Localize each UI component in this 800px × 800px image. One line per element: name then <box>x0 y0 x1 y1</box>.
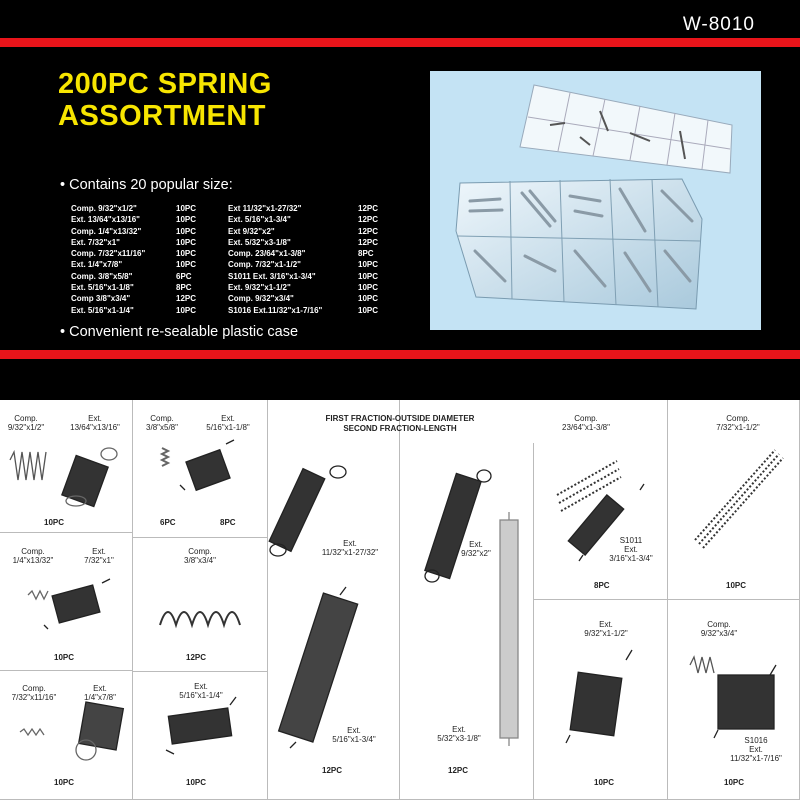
spec-name: Ext. 7/32"x1" <box>71 237 120 247</box>
spec-row <box>71 248 231 259</box>
spec-row <box>228 293 398 304</box>
label-h2: Ext. 5/32"x3-1/8" <box>437 725 481 743</box>
label-l1: Comp. 9/32"x3/4" <box>700 620 738 638</box>
label-a2: Ext. 13/64"x13/16" <box>70 414 120 432</box>
spec-name: S1011 Ext. 3/16"x1-3/4" <box>228 271 316 281</box>
spec-qty: 12PC <box>358 237 379 247</box>
title-line-2: ASSORTMENT <box>58 100 266 132</box>
spec-qty: 10PC <box>358 283 379 293</box>
label-f1: Ext. 5/16"x1-1/4" <box>179 682 223 700</box>
fraction-note: FIRST FRACTION-OUTSIDE DIAMETER SECOND FRACTION-LENGTH <box>325 414 475 433</box>
spec-column-2 <box>228 203 398 316</box>
spec-name: Comp. 23/64"x1-3/8" <box>228 249 306 259</box>
qty-j: 10PC <box>726 581 747 590</box>
spec-qty: 12PC <box>358 215 379 225</box>
spec-name: Comp. 3/8"x5/8" <box>71 271 133 281</box>
spec-name: Comp. 9/32"x1/2" <box>71 204 137 213</box>
spec-row <box>228 271 398 282</box>
label-i2: S1011 Ext. 3/16"x1-3/4" <box>609 536 653 563</box>
spec-row <box>228 214 398 225</box>
spec-row <box>228 259 398 270</box>
spec-name: Ext. 5/32"x3-1/8" <box>228 237 291 247</box>
spec-row <box>228 203 398 214</box>
label-d1: Comp. 3/8"x3/4" <box>184 547 216 565</box>
spec-qty: 10PC <box>176 204 197 213</box>
label-g2: Ext. 5/16"x1-3/4" <box>332 726 376 744</box>
qty-a: 10PC <box>44 518 65 527</box>
spec-name: S1016 Ext.11/32"x1-7/16" <box>228 305 323 315</box>
spec-name: Comp. 9/32"x3/4" <box>228 294 294 304</box>
title-line-1: 200PC SPRING <box>58 68 272 100</box>
spec-qty: 10PC <box>358 260 379 270</box>
qty-g: 12PC <box>322 766 343 775</box>
label-e2: Ext. 1/4"x7/8" <box>84 684 116 702</box>
label-l2: S1016 Ext. 11/32"x1-7/16" <box>730 736 782 763</box>
qty-f: 10PC <box>186 778 207 787</box>
spec-row <box>71 237 231 248</box>
label-b1: Comp. 3/8"x5/8" <box>146 414 178 432</box>
spec-qty: 10PC <box>176 260 197 270</box>
qty-l: 10PC <box>724 778 745 787</box>
spec-row <box>71 259 231 270</box>
spring-gallery <box>0 400 800 800</box>
label-c1: Comp. 1/4"x13/32" <box>12 547 54 565</box>
spec-name: Ext. 9/32"x1-1/2" <box>228 283 291 293</box>
spec-qty: 8PC <box>358 249 374 259</box>
qty-c: 10PC <box>54 653 75 662</box>
spec-row <box>228 226 398 237</box>
spec-name: Comp. 7/32"x1-1/2" <box>228 260 301 270</box>
spec-qty: 10PC <box>176 305 197 315</box>
spec-qty: 12PC <box>358 226 379 236</box>
spec-row <box>228 282 398 293</box>
spec-name: Ext 11/32"x1-27/32" <box>228 204 302 213</box>
qty-b2: 8PC <box>220 518 236 527</box>
label-b2: Ext. 5/16"x1-1/8" <box>206 414 250 432</box>
spec-name: Comp. 1/4"x13/32" <box>71 226 142 236</box>
spec-qty: 10PC <box>358 305 379 315</box>
spec-qty: 10PC <box>358 294 379 304</box>
spec-row <box>71 293 231 304</box>
label-h1: Ext. 9/32"x2" <box>461 540 491 558</box>
spec-qty: 10PC <box>176 249 197 259</box>
spec-name: Ext. 1/4"x7/8" <box>71 260 123 270</box>
top-red-bar <box>0 38 800 47</box>
spec-qty: 12PC <box>176 294 197 304</box>
spec-name: Ext 9/32"x2" <box>228 226 275 236</box>
label-k1: Ext. 9/32"x1-1/2" <box>584 620 628 638</box>
label-j1: Comp. 7/32"x1-1/2" <box>716 414 760 432</box>
spring-illustrations <box>0 400 800 800</box>
model-number: W-8010 <box>682 14 755 35</box>
bottom-red-bar <box>0 350 800 359</box>
product-title <box>58 68 272 132</box>
spec-qty: 6PC <box>176 271 192 281</box>
label-a1: Comp. 9/32"x1/2" <box>7 414 45 432</box>
spec-qty: 8PC <box>176 283 192 293</box>
spec-name: Comp. 7/32"x11/16" <box>71 249 146 259</box>
spec-row <box>228 305 398 316</box>
label-e1: Comp. 7/32"x11/16" <box>11 684 57 702</box>
qty-k: 10PC <box>594 778 615 787</box>
qty-e: 10PC <box>54 778 75 787</box>
case-illustration <box>430 71 761 330</box>
spec-name: Comp 3/8"x3/4" <box>71 294 131 304</box>
spec-column-1 <box>71 203 231 316</box>
product-photo <box>430 71 761 330</box>
spec-qty: 10PC <box>176 215 197 225</box>
spec-row <box>71 226 231 237</box>
spec-qty: 10PC <box>358 271 379 281</box>
spec-name: Ext. 5/16"x1-3/4" <box>228 215 291 225</box>
spec-row <box>71 214 231 225</box>
spec-qty: 10PC <box>176 237 197 247</box>
spec-row <box>228 237 398 248</box>
spec-qty: 12PC <box>358 204 379 213</box>
spec-row <box>71 305 231 316</box>
qty-h: 12PC <box>448 766 469 775</box>
spec-name: Ext. 13/64"x13/16" <box>71 215 140 225</box>
spec-row <box>228 248 398 259</box>
spec-row <box>71 271 231 282</box>
label-g1: Ext. 11/32"x1-27/32" <box>321 539 379 557</box>
spec-name: Ext. 5/16"x1-1/4" <box>71 305 134 315</box>
label-c2: Ext. 7/32"x1" <box>84 547 114 565</box>
spec-row <box>71 203 231 214</box>
qty-b1: 6PC <box>160 518 176 527</box>
contains-bullet: • Contains 20 popular size: <box>60 177 233 193</box>
qty-i: 8PC <box>594 581 610 590</box>
spec-qty: 10PC <box>176 226 197 236</box>
spec-row <box>71 282 231 293</box>
case-bullet: • Convenient re-sealable plastic case <box>60 324 299 340</box>
label-i1: Comp. 23/64"x1-3/8" <box>562 414 610 432</box>
qty-d: 12PC <box>186 653 207 662</box>
spec-name: Ext. 5/16"x1-1/8" <box>71 283 134 293</box>
